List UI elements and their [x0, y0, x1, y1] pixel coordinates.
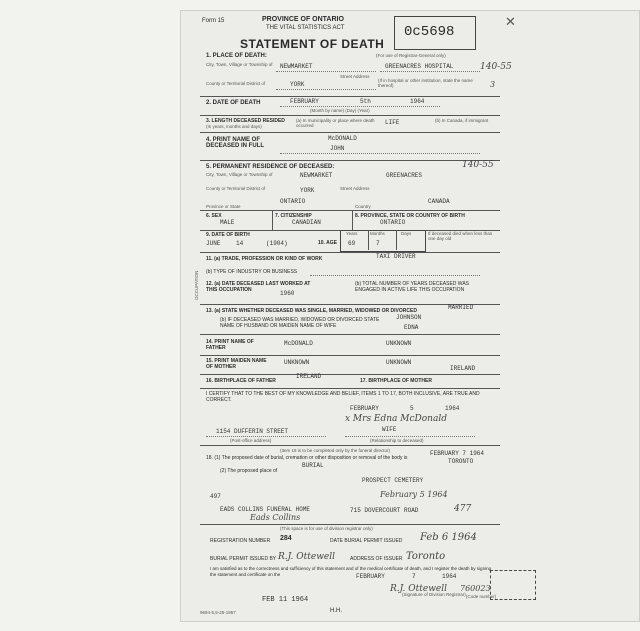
- death-date-caption: (Month by name) (Day) (Year): [310, 108, 370, 113]
- cert-year: 1964: [445, 405, 460, 412]
- funeral-place-label: (2) The proposed place of: [220, 468, 278, 474]
- registration-year: 1964: [442, 573, 457, 580]
- address-caption: (Post-office address): [230, 438, 272, 443]
- funeral-director-address: 715 DOVERCOURT ROAD: [350, 507, 419, 514]
- occupation-side-label: OCCUPATION: [194, 270, 199, 300]
- residence-street: GREENACRES: [386, 172, 423, 179]
- informant-signature: x Mrs Edna McDonald: [345, 414, 447, 424]
- birthplace-value: ONTARIO: [380, 219, 406, 226]
- residence-code-handwritten: 140-55: [462, 160, 494, 170]
- father-birthplace-label: 16. BIRTHPLACE OF FATHER: [206, 378, 276, 384]
- funeral-sign-date: February 5 1964: [380, 490, 448, 499]
- place-county: YORK: [290, 81, 305, 88]
- date-permit-label: DATE BURIAL PERMIT ISSUED: [330, 538, 403, 544]
- registrar-space-note: (This space is for use of division registrar only): [280, 526, 373, 531]
- registrar-statement: I am satisfied as to the correctness and sufficiency of this statement and of the medical certificate of death, and I register the death by signing the statement and certificate on the: [210, 566, 492, 578]
- father-surname: McDONALD: [284, 340, 313, 347]
- issuer-address-label: ADDRESS OF ISSUER: [350, 556, 403, 562]
- funeral-note: (Item 18 is to be completed only by the funeral director): [280, 448, 391, 453]
- hospital-note: (If in hospital or other institution, state the name thereof): [378, 78, 473, 88]
- birthplace-label: 8. PROVINCE, STATE OR COUNTRY OF BIRTH: [355, 213, 465, 219]
- place-of-death-label: 1. PLACE OF DEATH:: [206, 53, 267, 59]
- mother-given-name: UNKNOWN: [386, 359, 412, 366]
- registration-number-value: 284: [280, 535, 292, 542]
- funeral-disposition: BURIAL: [302, 462, 324, 469]
- birth-day: 14: [236, 240, 244, 247]
- birth-month: JUNE: [206, 240, 221, 247]
- deceased-name-label: 4. PRINT NAME OF DECEASED IN FULL: [206, 137, 265, 149]
- municipality-label: City, Town, Village or Township of: [206, 62, 273, 67]
- initials: H.H.: [330, 608, 342, 614]
- mother-birthplace-label: 17. BIRTHPLACE OF MOTHER: [360, 378, 432, 384]
- age-months-label: Months: [370, 231, 385, 236]
- issued-by-signature: R.J. Ottewell: [278, 552, 335, 562]
- length-resided-sub: (In years, months and days): [206, 124, 262, 129]
- industry-label: (b) TYPE OF INDUSTRY OR BUSINESS: [206, 269, 298, 275]
- informant-relationship: WIFE: [382, 426, 397, 433]
- date-of-birth-label: 9. DATE OF BIRTH: [206, 232, 250, 238]
- residence-county: YORK: [300, 187, 315, 194]
- funeral-date-label: 18. (1) The proposed date of burial, cremation or other disposition or removal of the body is: [206, 455, 408, 461]
- relationship-caption: (Relationship to deceased): [370, 438, 424, 443]
- length-resided-label: 3. LENGTH DECEASED RESIDED: [206, 118, 285, 124]
- province-label: Province or State: [206, 204, 241, 209]
- deceased-surname: McDONALD: [328, 135, 357, 142]
- registrar-signature-caption: (Signature of Division Registrar): [402, 592, 466, 597]
- citizenship-value: CANADIAN: [292, 219, 321, 226]
- age-note: If deceased died when less than one day old: [428, 231, 493, 241]
- death-certificate-sheet: [180, 10, 640, 622]
- resided-municipality-label: (a) In municipality or place where death occurred: [296, 118, 375, 128]
- issuer-address: Toronto: [406, 551, 446, 562]
- registration-number-label: REGISTRATION NUMBER: [210, 538, 271, 544]
- county-label: County or Territorial District of: [206, 81, 266, 86]
- marital-label: 13. (a) STATE WHETHER DECEASED WAS SINGLE, MARRIED, WIDOWED OR DIVORCED: [206, 308, 417, 314]
- sex-value: MALE: [220, 219, 235, 226]
- registrar-use-note: (For use of Registrar-General only): [376, 53, 446, 58]
- spouse-surname: JOHNSON: [396, 314, 422, 321]
- age-years: 69: [348, 240, 356, 247]
- mother-birthplace: IRELAND: [450, 365, 476, 372]
- place-street: GREENACRES HOSPITAL: [385, 63, 454, 70]
- sex-label: 6. SEX: [206, 213, 222, 219]
- funeral-date: FEBRUARY 7 1964: [430, 450, 485, 457]
- residence-street-label: Street Address: [340, 186, 370, 191]
- permanent-residence-label: 5. PERMANENT RESIDENCE OF DECEASED:: [206, 164, 335, 170]
- registrar-signature: R.J. Ottewell: [390, 584, 447, 594]
- citizenship-label: 7. CITIZENSHIP: [275, 213, 312, 219]
- act-heading: THE VITAL STATISTICS ACT: [266, 25, 345, 31]
- street-address-label: Street Address: [340, 74, 370, 79]
- form-footer: 9694-5,5-25-1957: [200, 610, 236, 615]
- issued-by-label: BURIAL PERMIT ISSUED BY: [210, 556, 277, 562]
- father-name-label: 14. PRINT NAME OF FATHER: [206, 339, 254, 351]
- death-month: FEBRUARY: [290, 98, 319, 105]
- funeral-licence: 497: [210, 493, 221, 500]
- residence-county-label: County or Territorial District of: [206, 186, 266, 191]
- received-stamp: FEB 11 1964: [262, 596, 309, 604]
- resided-canada-label: (b) In Canada, if immigrant: [435, 118, 489, 123]
- date-permit-value: Feb 6 1964: [420, 532, 477, 543]
- funeral-director-signature: Eads Collins: [250, 513, 301, 522]
- marital-value: MARRIED: [448, 304, 474, 311]
- age-days-label: Days: [401, 231, 412, 236]
- check-mark: ✕: [505, 14, 516, 29]
- years-engaged-label: (b) TOTAL NUMBER OF YEARS DECEASED WAS ENGAGED IN ACTIVE LIFE THIS OCCUPATION: [355, 281, 470, 293]
- registration-number: 0c5698: [404, 24, 455, 40]
- residence-municipality-label: City, Town, Village or Township of: [206, 172, 273, 177]
- date-of-death-label: 2. DATE OF DEATH: [206, 100, 261, 106]
- deceased-given-name: JOHN: [330, 145, 345, 152]
- last-worked-year: 1960: [280, 290, 295, 297]
- funeral-director: EADS COLLINS FUNERAL HOME: [220, 506, 311, 513]
- funeral-place: TORONTO: [448, 458, 474, 465]
- province-heading: PROVINCE OF ONTARIO: [262, 16, 344, 23]
- age-label: 10. AGE: [318, 240, 337, 246]
- registration-month: FEBRUARY: [356, 573, 385, 580]
- place-municipality: NEWMARKET: [280, 63, 313, 70]
- age-months: 7: [376, 240, 380, 247]
- registrar-code: 760023: [460, 584, 491, 593]
- code-caption: (Code number): [466, 594, 497, 599]
- residence-province: ONTARIO: [280, 198, 306, 205]
- document-title: STATEMENT OF DEATH: [240, 37, 385, 51]
- birth-year: (1904): [266, 240, 288, 247]
- death-year: 1964: [410, 98, 425, 105]
- mother-name-label: 15. PRINT MAIDEN NAME OF MOTHER: [206, 358, 267, 370]
- death-day: 5th: [360, 98, 371, 105]
- residence-country: CANADA: [428, 198, 450, 205]
- official-stamp: [490, 570, 536, 600]
- last-worked-label: 12. (a) DATE DECEASED LAST WORKED AT THIS OCCUPATION: [206, 281, 311, 293]
- place-code-handwritten: 140-55: [480, 62, 512, 72]
- trade-label: 11. (a) TRADE, PROFESSION OR KIND OF WORK: [206, 256, 323, 262]
- funeral-cemetery: PROSPECT CEMETERY: [362, 477, 424, 484]
- country-label: Country: [355, 204, 371, 209]
- certification-text: I CERTIFY THAT TO THE BEST OF MY KNOWLEDGE AND BELIEF, ITEMS 1 TO 17, BOTH INCLUSIVE, ARE TRUE AND CORRECT.: [206, 391, 480, 403]
- resided-municipality: LIFE: [385, 119, 400, 126]
- mother-surname: UNKNOWN: [284, 359, 310, 366]
- cert-day: 5: [410, 405, 414, 412]
- father-given-name: UNKNOWN: [386, 340, 412, 347]
- form-number: Form 15: [202, 18, 225, 24]
- funeral-code-handwritten: 477: [454, 504, 472, 514]
- registration-day: 7: [412, 573, 416, 580]
- spouse-given-name: EDNA: [404, 324, 419, 331]
- residence-municipality: NEWMARKET: [300, 172, 333, 179]
- spouse-label: (b) IF DECEASED WAS MARRIED, WIDOWED OR DIVORCED STATE NAME OF HUSBAND OR MAIDEN NAME OF WIFE: [220, 317, 380, 329]
- informant-address: 1154 DUFFERIN STREET: [216, 428, 289, 435]
- trade-value: TAXI DRIVER: [376, 253, 416, 260]
- cert-month: FEBRUARY: [350, 405, 379, 412]
- place-code-handwritten-2: 3: [490, 80, 496, 89]
- father-birthplace: IRELAND: [296, 373, 322, 380]
- age-years-label: Years: [346, 231, 358, 236]
